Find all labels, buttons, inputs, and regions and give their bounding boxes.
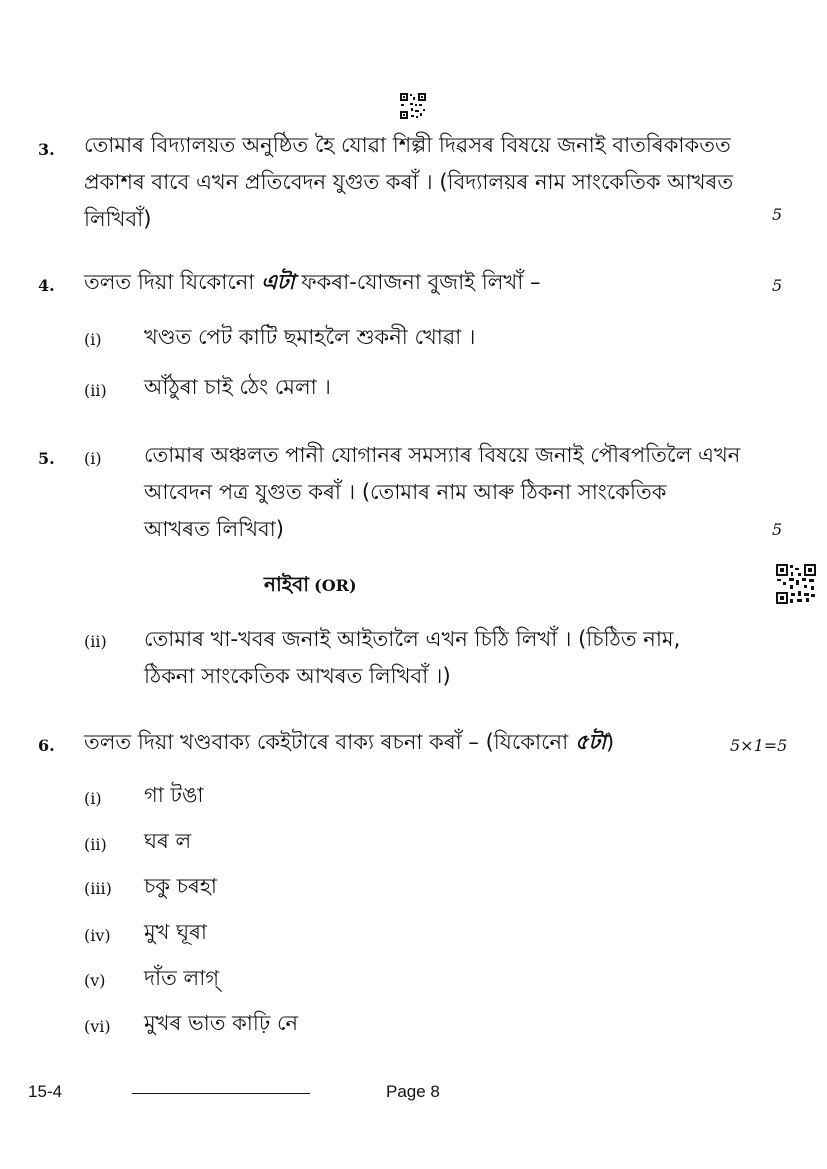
q6-number: 6. [38, 736, 55, 755]
q3-line-3: লিখিবাঁ) [84, 207, 152, 231]
page-number: Page 8 [386, 1082, 440, 1101]
q3-text [84, 127, 744, 238]
q5-part-i-num: (i) [84, 449, 102, 468]
q5-part-i-line-3: আখৰত লিখিবা) [144, 517, 284, 541]
q4-text [84, 264, 540, 301]
q6-item-1-num: (i) [84, 789, 102, 808]
q5-or-label: নাইবা [264, 572, 310, 596]
q5-part-i-text [144, 437, 744, 548]
q5-or-divider [264, 570, 357, 603]
q6-item-3-num: (iii) [84, 879, 112, 898]
q5-part-ii-line-1: তোমাৰ খা-খবৰ জনাই আইতালৈ এখন চিঠি লিখাঁ । (চিঠিত নাম, [144, 627, 681, 651]
q4-text-after: ফকৰা-যোজনা বুজাই লিখাঁ – [294, 270, 541, 294]
footer-divider-line [132, 1093, 310, 1094]
q6-item-4-text: মুখ ঘূৰা [144, 920, 208, 944]
q6-item-6-num: (vi) [84, 1017, 111, 1036]
q5-marks: 5 [772, 520, 783, 539]
q6-item-6-text: মুখৰ ভাত কাঢ়ি নে [144, 1011, 299, 1035]
q4-item-2-text: আঁঠুৰা চাই ঠেং মেলা । [144, 375, 331, 399]
q6-item-2-text: ঘৰ ল [144, 829, 192, 853]
q6-text-emph: ৫টা [574, 730, 607, 754]
side-qr-code-icon [776, 564, 816, 604]
q6-item-5-num: (v) [84, 971, 106, 990]
q6-item-5-text: দাঁত লাগ্ [144, 966, 220, 990]
q4-item-1-text: খণ্ডত পেট কাটি ছমাহলৈ শুকনী খোৱা । [144, 325, 476, 349]
q3-marks: 5 [772, 205, 783, 224]
q4-number: 4. [38, 276, 55, 295]
q5-or-en: (OR) [314, 576, 357, 595]
top-qr-code-icon [400, 93, 426, 119]
q6-marks: 5×1=5 [730, 736, 788, 755]
q5-number: 5. [38, 449, 55, 468]
q5-part-ii-line-2: ঠিকনা সাংকেতিক আখৰত লিখিবাঁ ।) [144, 664, 451, 688]
q6-item-4-num: (iv) [84, 926, 111, 945]
q3-line-2: প্ৰকাশৰ বাবে এখন প্ৰতিবেদন যুগুত কৰাঁ । (বিদ্যালয়ৰ নাম সাংকেতিক আখৰত [84, 170, 734, 194]
q6-text [84, 724, 614, 761]
q4-text-before: তলত দিয়া যিকোনো [84, 270, 262, 294]
q6-text-before: তলত দিয়া খণ্ডবাক্য কেইটাৰে বাক্য ৰচনা কৰাঁ – (যিকোনো [84, 730, 575, 754]
q6-item-3-text: চকু চৰহা [144, 874, 217, 898]
q6-item-2-num: (ii) [84, 835, 107, 854]
q5-part-ii-num: (ii) [84, 632, 107, 651]
q6-text-after: ) [606, 730, 615, 754]
q4-marks: 5 [772, 276, 783, 295]
q4-item-1-num: (i) [84, 330, 102, 349]
q4-text-emph: এটা [261, 270, 295, 294]
page-code: 15-4 [28, 1082, 63, 1101]
q5-part-i-line-1: তোমাৰ অঞ্চলত পানী যোগানৰ সমস্যাৰ বিষয়ে জনাই পৌৰপতিলৈ এখন [144, 443, 741, 467]
q3-number: 3. [38, 140, 55, 159]
q5-part-i-line-2: আবেদন পত্ৰ যুগুত কৰাঁ । (তোমাৰ নাম আৰু ঠিকনা সাংকেতিক [144, 480, 667, 504]
q6-item-1-text: গা টঙা [144, 783, 204, 807]
q4-item-2-num: (ii) [84, 381, 107, 400]
q3-line-1: তোমাৰ বিদ্যালয়ত অনুষ্ঠিত হৈ যোৱা শিল্পী দিৱসৰ বিষয়ে জনাই বাতৰিকাকতত [84, 133, 731, 157]
q5-part-ii-text [144, 621, 744, 695]
